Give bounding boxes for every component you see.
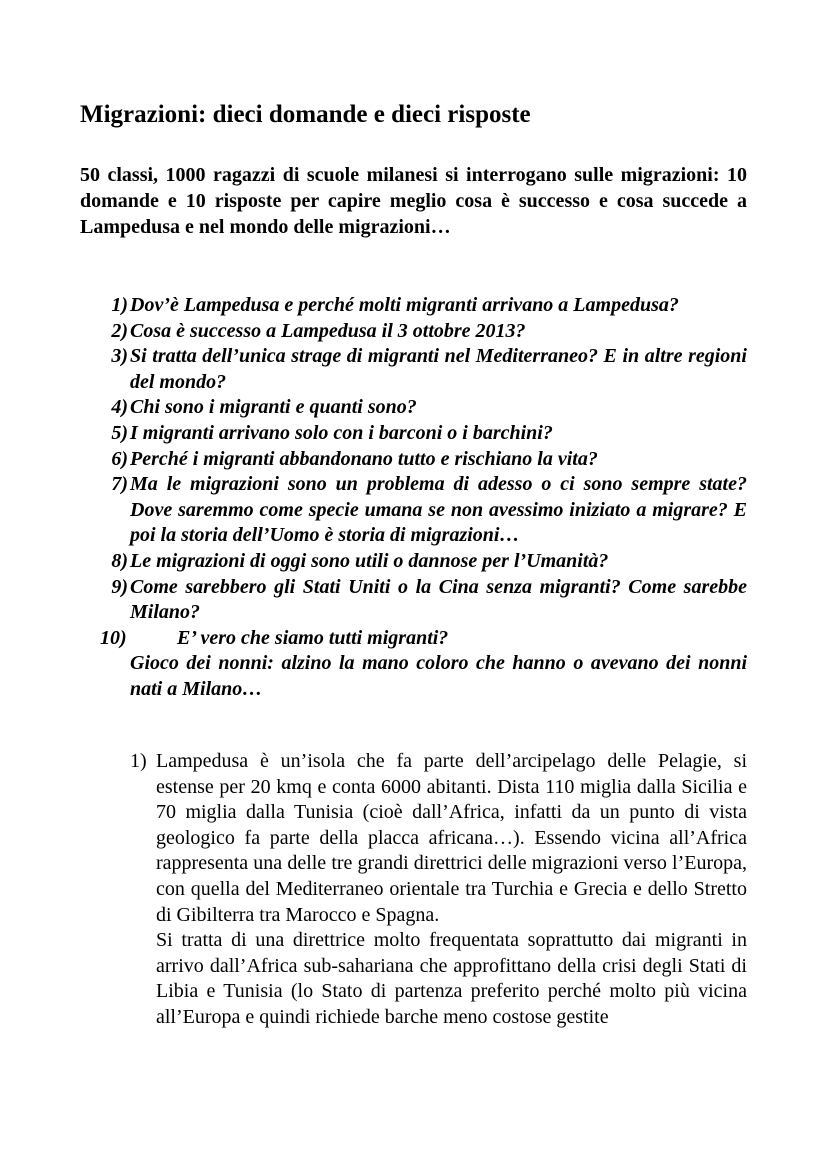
- question-number: 5): [111, 421, 128, 444]
- grandparents-game-text: Gioco dei nonni: alzino la mano coloro che hanno o avevano dei nonni nati a Milano…: [130, 652, 747, 700]
- question-number: 8): [111, 549, 128, 572]
- question-number: 6): [111, 447, 128, 470]
- question-item: [100, 549, 747, 575]
- question-text: Dov’è Lampedusa e perché molti migranti arrivano a Lampedusa?: [130, 294, 679, 316]
- questions-list: [100, 293, 747, 703]
- question-number: 4): [111, 396, 128, 419]
- question-number: 2): [111, 319, 128, 342]
- question-number: 10): [100, 626, 127, 649]
- question-text: Come sarebbero gli Stati Uniti o la Cina senza migranti? Come sarebbe Milano?: [130, 575, 747, 624]
- question-text: Ma le migrazioni sono un problema di adesso o ci sono sempre state? Dove saremmo come specie umana se non avessimo iniziato a migrare? E poi la storia dell’Uomo è storia di migrazioni…: [130, 473, 747, 547]
- question-item: [100, 447, 747, 473]
- question-text: Si tratta dell’unica strage di migranti nel Mediterraneo? E in altre regioni del mondo?: [130, 345, 747, 393]
- question-item: [100, 472, 747, 549]
- question-item: [100, 344, 747, 395]
- intro-paragraph: 50 classi, 1000 ragazzi di scuole milanesi si interrogano sulle migrazioni: 10 domande e 10 risposte per capire meglio cosa è successo e cosa succede a Lampedusa e nel mondo delle migrazioni…: [80, 164, 747, 238]
- answer-item: [130, 749, 747, 1031]
- question-text: Perché i migranti abbandonano tutto e rischiano la vita?: [130, 447, 598, 470]
- question-number: 3): [111, 345, 128, 368]
- answer-number: 1): [130, 750, 147, 772]
- question-text: I migranti arrivano solo con i barconi o i barchini?: [130, 421, 553, 444]
- question-item: [100, 293, 747, 319]
- question-item: [100, 319, 747, 345]
- answers-list: [130, 749, 747, 1031]
- question-number: 1): [111, 294, 128, 316]
- question-text: E’ vero che siamo tutti migranti?: [177, 626, 449, 649]
- question-text: Cosa è successo a Lampedusa il 3 ottobre 2013?: [130, 319, 526, 342]
- question-item: [100, 575, 747, 626]
- answer-paragraph: Lampedusa è un’isola che fa parte dell’arcipelago delle Pelagie, si estense per 20 kmq e conta 6000 abitanti. Dista 110 miglia dalla Sicilia e 70 miglia dalla Tunisia (cioè dall’Africa, infatti da un punto di vista geologico fa parte della placca africana…). Essendo vicina all’Africa rappresenta una delle tre grandi direttrici delle migrazioni verso l’Europa, con quella del Mediterraneo orientale tra Turchia e Grecia e dello Stretto di Gibilterra tra Marocco e Spagna.: [156, 750, 747, 926]
- question-text: Chi sono i migranti e quanti sono?: [130, 396, 417, 419]
- document-title: Migrazioni: dieci domande e dieci risposte: [80, 101, 531, 128]
- question-number: 7): [111, 473, 128, 496]
- answer-paragraph: Si tratta di una direttrice molto frequentata soprattutto dai migranti in arrivo dall’Africa sub-sahariana che approfittano della crisi degli Stati di Libia e Tunisia (lo Stato di partenza preferito perché molto più vicina all’Europa e quindi richiede barche meno costose gestite: [156, 929, 747, 1028]
- question-item: [100, 395, 747, 421]
- question-item: [100, 421, 747, 447]
- question-item: [100, 626, 747, 703]
- question-number: 9): [111, 575, 128, 598]
- question-text: Le migrazioni di oggi sono utili o dannose per l’Umanità?: [130, 549, 609, 572]
